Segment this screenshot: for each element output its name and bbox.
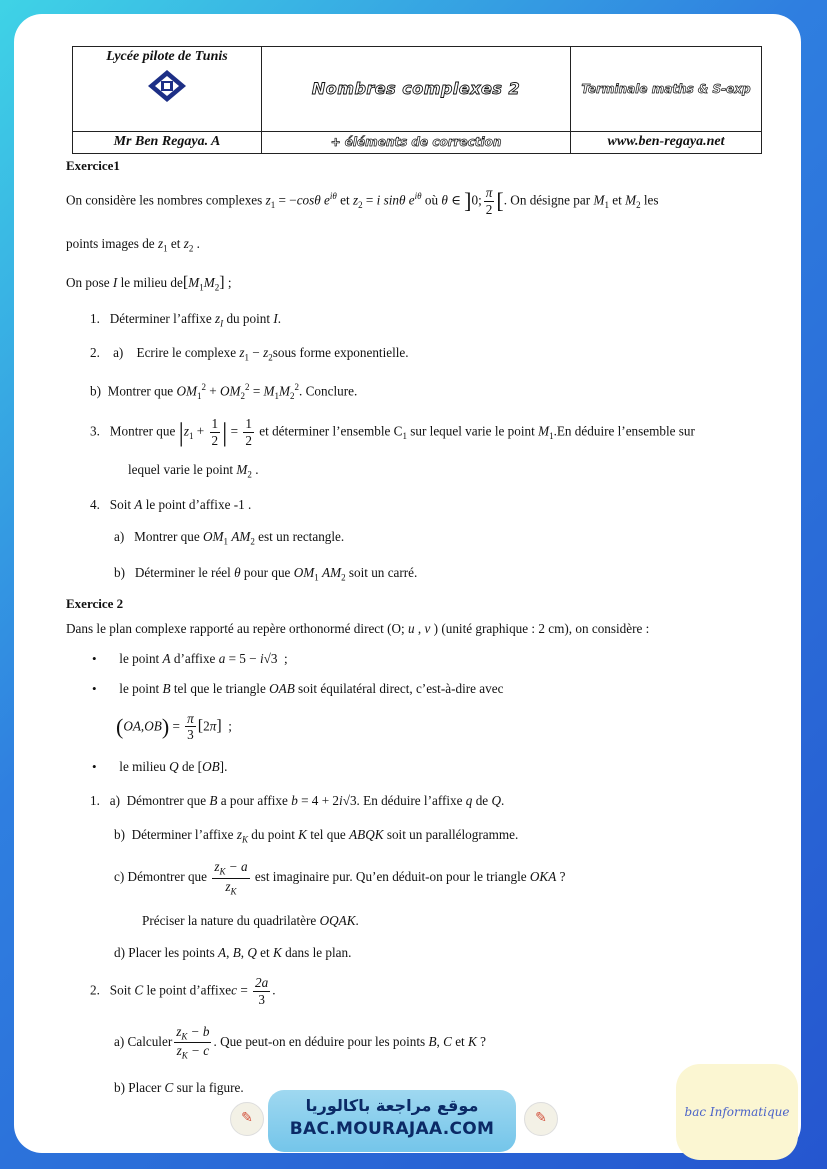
ex2-q1b-text: Déterminer l’affixe <box>131 827 234 842</box>
ex2-q1a-text-4: de <box>475 793 489 809</box>
ex1-intro-text-3: où <box>424 192 442 208</box>
website: www.ben-regaya.net <box>571 132 762 154</box>
bac-informatique-badge: bac Informatique <box>676 1064 798 1160</box>
ex1-q2b-text: Montrer que <box>107 383 174 399</box>
ex1-q2b-text-2: . Conclure. <box>299 383 358 399</box>
ex2-q2b: b) Placer C sur la figure. <box>114 1079 244 1095</box>
ex2-intro-text-2: ) (unité graphique : 2 cm), on considère : <box>433 621 650 637</box>
ex1-q3-line2: lequel varie le point $M_2$ . <box>128 462 259 480</box>
ex1-q4-text: Soit <box>109 496 132 512</box>
ex2-intro: Dans le plan complexe rapporté au repère orthonormé direct (O; u , v ) (unité graphique : 2 cm), on considère : <box>66 621 650 637</box>
ex1-intro-line2: points images de $z_1$ et $z_2$ . <box>66 236 200 254</box>
school-name: Lycée pilote de Tunis <box>106 49 228 64</box>
ex2-q1d-text-2: dans le plan. <box>285 945 352 961</box>
ex1-q2a: 2. a) Ecrire le complexe $z_1$ − $z_2sous$ forme exponentielle. <box>90 345 409 364</box>
ex2-q1d-text: Placer les points <box>128 945 215 961</box>
ex2-q2-text: Soit <box>109 982 132 998</box>
ex1-intro-text-6: les <box>640 192 659 208</box>
ex1-q4a-text-2: est un rectangle. <box>258 528 345 544</box>
ex1-q2a-text-2: sous forme exponentielle. <box>272 345 409 361</box>
ex1-q3: 3. Montrer que $|z_1$ + $\frac{1}{2}$ | = $\frac{1}{2}$ et déterminer l’ensemble $C_1$ sur lequel varie le point $M_1.En$ déduire l’ensemble sur <box>90 415 695 448</box>
subtitle-cell <box>262 132 571 154</box>
site-logo-right-icon: ✎ <box>524 1102 558 1136</box>
ex1-q3-line2-text: lequel varie le point <box>128 462 234 478</box>
ex1-intro-text-2: et <box>340 192 353 208</box>
ex1-q1-text-2: du point <box>226 310 271 326</box>
ex2-angle-formula: (OA,OB) = $\frac{\pi}{3}$ [2π] ; <box>116 710 232 743</box>
teacher-name: Mr Ben Regaya. A <box>73 132 262 154</box>
ex1-intro-line2-text: points images de <box>66 236 158 252</box>
ex2-q1b-text-4: soit un parallélogramme. <box>386 827 519 842</box>
ex2-q1a-text-3: . En déduire l’affixe <box>356 793 463 809</box>
document-content <box>66 46 766 1095</box>
ex1-milieu: On pose I le milieu $de[M_1M_2]$ ; <box>66 273 232 293</box>
ex2-q1b-text-2: du point <box>251 827 295 842</box>
ex2-q1c-text-2: est imaginaire pur. Qu’en déduit-on pour le triangle <box>254 869 527 885</box>
ex2-bullet-3-text: le milieu <box>119 759 166 775</box>
ex1-intro-line2-text-2: et <box>167 236 184 252</box>
ex1-q3-text-4: .En déduire l’ensemble sur <box>553 423 695 439</box>
document-title: Nombres complexes 2 <box>311 79 521 99</box>
ex1-intro: On considère les nombres complexes $z_1 = -\cos\theta$ $e^{i\theta}$ et $z_2 = i$ sinθ $e^{i\theta}$ où θ ∈ ]0; $\frac{\pi}{2}$ [. On désigne par $M_1$ et $M_2$ les <box>66 185 659 218</box>
ex1-q1: 1. Déterminer l’affixe $z_I$ du point I. <box>90 310 282 329</box>
ex1-intro-text: On considère les nombres complexes <box>66 192 266 208</box>
ex2-bullet-2-text: le point <box>119 680 160 696</box>
ex2-bullet-2: • le point B tel que le triangle OAB soit équilatéral direct, c’est-à-dire avec <box>66 681 766 697</box>
ex1-q3-text-2: et déterminer l’ensemble C <box>259 423 403 439</box>
ex2-q2-text-2: le point d’affixe <box>146 982 232 998</box>
ex2-bullet-3-text-2: de [ <box>181 759 203 775</box>
ex1-q1-text: Déterminer l’affixe <box>109 310 212 326</box>
ex2-q1a-text: Démontrer que <box>126 793 207 809</box>
footer-site-badge[interactable] <box>268 1090 516 1152</box>
ex1-q2a-text: Ecrire le complexe <box>136 345 237 361</box>
ex1-q4b-text-3: soit un carré. <box>348 565 418 581</box>
document-page <box>14 14 801 1153</box>
ex1-intro-text-4: . On désigne par <box>503 192 594 208</box>
ex1-q2b: b) Montrer que $OM_1^2 + OM_2^2 = M_1M_2^2$. Conclure. <box>90 381 358 401</box>
ex1-q3-text-3: sur lequel varie le point <box>406 423 535 439</box>
ex1-q4b-text: Déterminer le réel <box>134 565 231 581</box>
ex2-q1a: 1. a) Démontrer que B a pour affixe b = 4 + 2i√3. En déduire l’affixe q de Q. <box>90 793 505 809</box>
ex2-q2b-text: Placer <box>128 1079 162 1095</box>
ex2-bullet-3: • le milieu Q de [OB]. <box>66 759 766 775</box>
ex2-q2a-text-2: . Que peut-on en déduire pour les points <box>213 1033 426 1049</box>
ex1-intro-text-5: et <box>608 192 626 208</box>
ex2-q1c-text: Démontrer que <box>127 869 208 885</box>
ex2-q1d: d) Placer les points A, B, Q et K dans le plan. <box>114 945 352 961</box>
school-logo-icon <box>147 69 187 103</box>
ex2-q1c-nature: Préciser la nature du quadrilatère OQAK. <box>142 913 359 929</box>
ex2-bullet-1-text-2: d’affixe <box>173 650 216 666</box>
header-table <box>72 46 762 154</box>
ex2-q1b-text-3: tel que <box>310 827 346 842</box>
ex1-milieu-text-2: le milieu de <box>117 274 183 290</box>
ex1-q4a: a) Montrer que $OM_1$ $AM_2$ est un rectangle. <box>114 528 345 547</box>
ex2-bullet-2-text-2: tel que le triangle <box>173 680 266 696</box>
ex2-q2b-text-2: sur la figure. <box>176 1079 244 1095</box>
level-label: Terminale maths & S-exp <box>581 82 751 97</box>
subtitle: + éléments de correction <box>330 135 502 149</box>
ex1-q4: 4. Soit A le point d’affixe -1 . <box>90 496 252 512</box>
ex2-q1c: c) Démontrer que $\frac{z_K - a}{z_K}$ est imaginaire pur. Qu’en déduit-on pour le triangle OKA ? <box>114 859 566 897</box>
ex1-milieu-text: On pose <box>66 274 113 290</box>
footer-site-url[interactable]: BAC.MOURAJAA.COM <box>289 1119 495 1139</box>
ex2-bullet-1: • le point A d’affixe a = 5 − i√3 ; <box>66 651 766 667</box>
ex2-intro-text: Dans le plan complexe rapporté au repère orthonormé direct (O; <box>66 621 405 637</box>
ex1-q4a-text: Montrer que <box>134 528 200 544</box>
ex1-q3-text: Montrer que <box>109 423 176 439</box>
ex2-q2a: a) Calculer $\frac{z_K - b}{z_K - c}$ . Que peut-on en déduire pour les points B, C et K ? <box>114 1023 486 1061</box>
ex2-q1c-nature-text: Préciser la nature du quadrilatère <box>142 913 317 929</box>
footer-arabic-text: موقع مراجعة باكالوريا <box>305 1096 479 1115</box>
ex1-q4-text-2: le point d’affixe -1 . <box>145 496 252 512</box>
school-cell <box>73 47 262 132</box>
ex1-q4b: b) Déterminer le réel θ pour que $OM_1$ $AM_2$ soit un carré. <box>114 565 418 583</box>
ex1-q4b-text-2: pour que <box>243 565 291 581</box>
level-cell <box>571 47 762 132</box>
ex2-q1a-text-2: a pour affixe <box>220 793 288 809</box>
ex2-bullet-2-text-3: soit équilatéral direct, c’est-à-dire avec <box>298 680 504 696</box>
ex1-title: Exercice1 <box>66 157 120 173</box>
ex2-bullet-1-text: le point <box>119 650 160 666</box>
ex2-title: Exercice 2 <box>66 595 124 611</box>
site-logo-left-icon: ✎ <box>230 1102 264 1136</box>
ex2-q2: 2. Soit C le point d’affixec = $\frac{2a}{3}$ . <box>90 975 276 1007</box>
title-cell <box>262 47 571 132</box>
ex2-q2a-text: Calculer <box>127 1033 173 1049</box>
ex2-q1b: b) Déterminer l’affixe $z_K$ du point K tel que ABQK soit un parallélogramme. <box>114 827 519 845</box>
